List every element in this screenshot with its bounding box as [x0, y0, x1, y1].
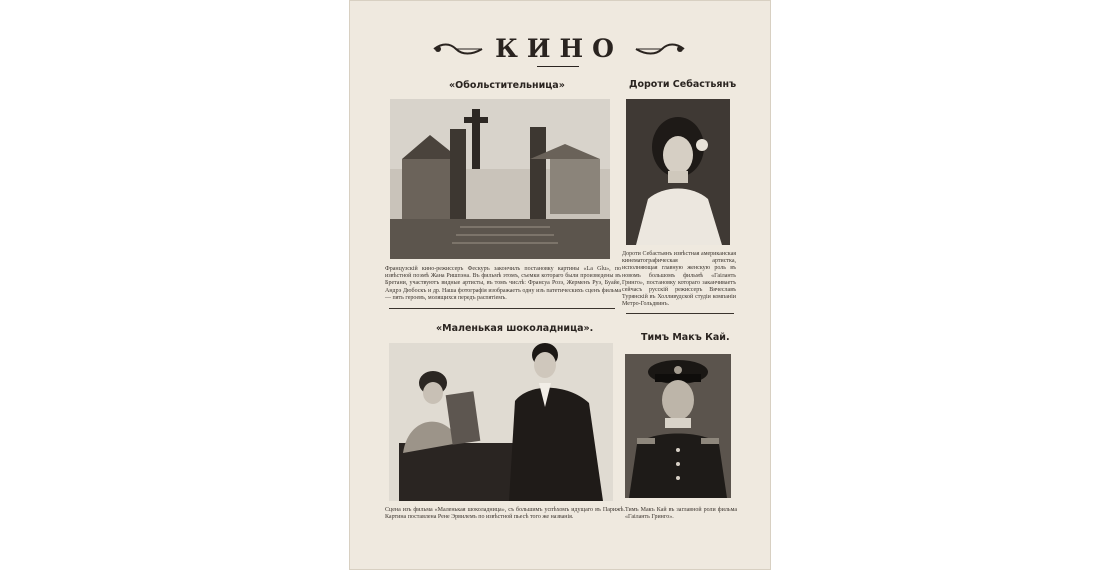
divider-right — [626, 313, 734, 314]
dorothy-portrait-photo — [626, 99, 730, 245]
article-heading-seductress: «Обольстительница» — [449, 80, 565, 91]
article-caption-seductress: Французскій кино-режиссеръ Фескуръ закончилъ постановку картины «La Glu», по извѣстной поэмѣ Жана Ришпэна. Въ фильмѣ этомъ, съемки котораго были произведены въ Бретани, участвуютъ видные артисты, въ томъ числѣ: Франсуа Розэ, Жерменъ Руэ, Буайе, Андрэ Дюбоскъ и др. Наша фотографія изображаетъ одну изъ патетическихъ сценъ фильма — пять героевъ, молящихся передъ распятіемъ. — [385, 266, 621, 301]
left-ornament-icon — [432, 42, 484, 56]
tim-mckay-portrait-photo — [625, 354, 731, 498]
article-heading-chocolate-girl: «Маленькая шоколадница». — [436, 323, 594, 334]
title-underline — [537, 66, 579, 67]
article-caption-chocolate-girl: Сцена изъ фильма «Маленькая шоколадница», съ большимъ успѣхомъ идущаго въ Парижѣ. Картина поставлена Рене Эрвилемъ по извѣстной пьесѣ того же названія. — [385, 507, 625, 521]
chocolate-girl-scene-photo — [389, 343, 613, 501]
right-ornament-icon — [634, 42, 686, 56]
magazine-page — [349, 0, 771, 570]
article-heading-tim-mckay: Тимъ Макъ Кай. — [641, 332, 730, 343]
article-heading-dorothy: Дороти Себастьянъ — [629, 79, 737, 90]
article-caption-dorothy: Дороти Себастьянъ извѣстная американская кинематографическая артистка, исполняющая главную женскую роль въ новомъ большомъ фильмѣ «Гаіланть Гринго», постановку котораго заканчиваетъ сейчасъ русскій режиссеръ Вячеславъ Турянскій въ Холливудской студіи компаніи Метро-Гольдвинъ. — [622, 251, 736, 308]
page-title: КИНО — [495, 34, 623, 63]
article-caption-tim-mckay: Тимъ Макъ Кай въ заглавной роли фильма «Гаіланть Гринго». — [625, 507, 737, 521]
page-header — [429, 34, 689, 63]
divider-left — [389, 308, 615, 309]
church-calvary-photo — [390, 99, 610, 259]
